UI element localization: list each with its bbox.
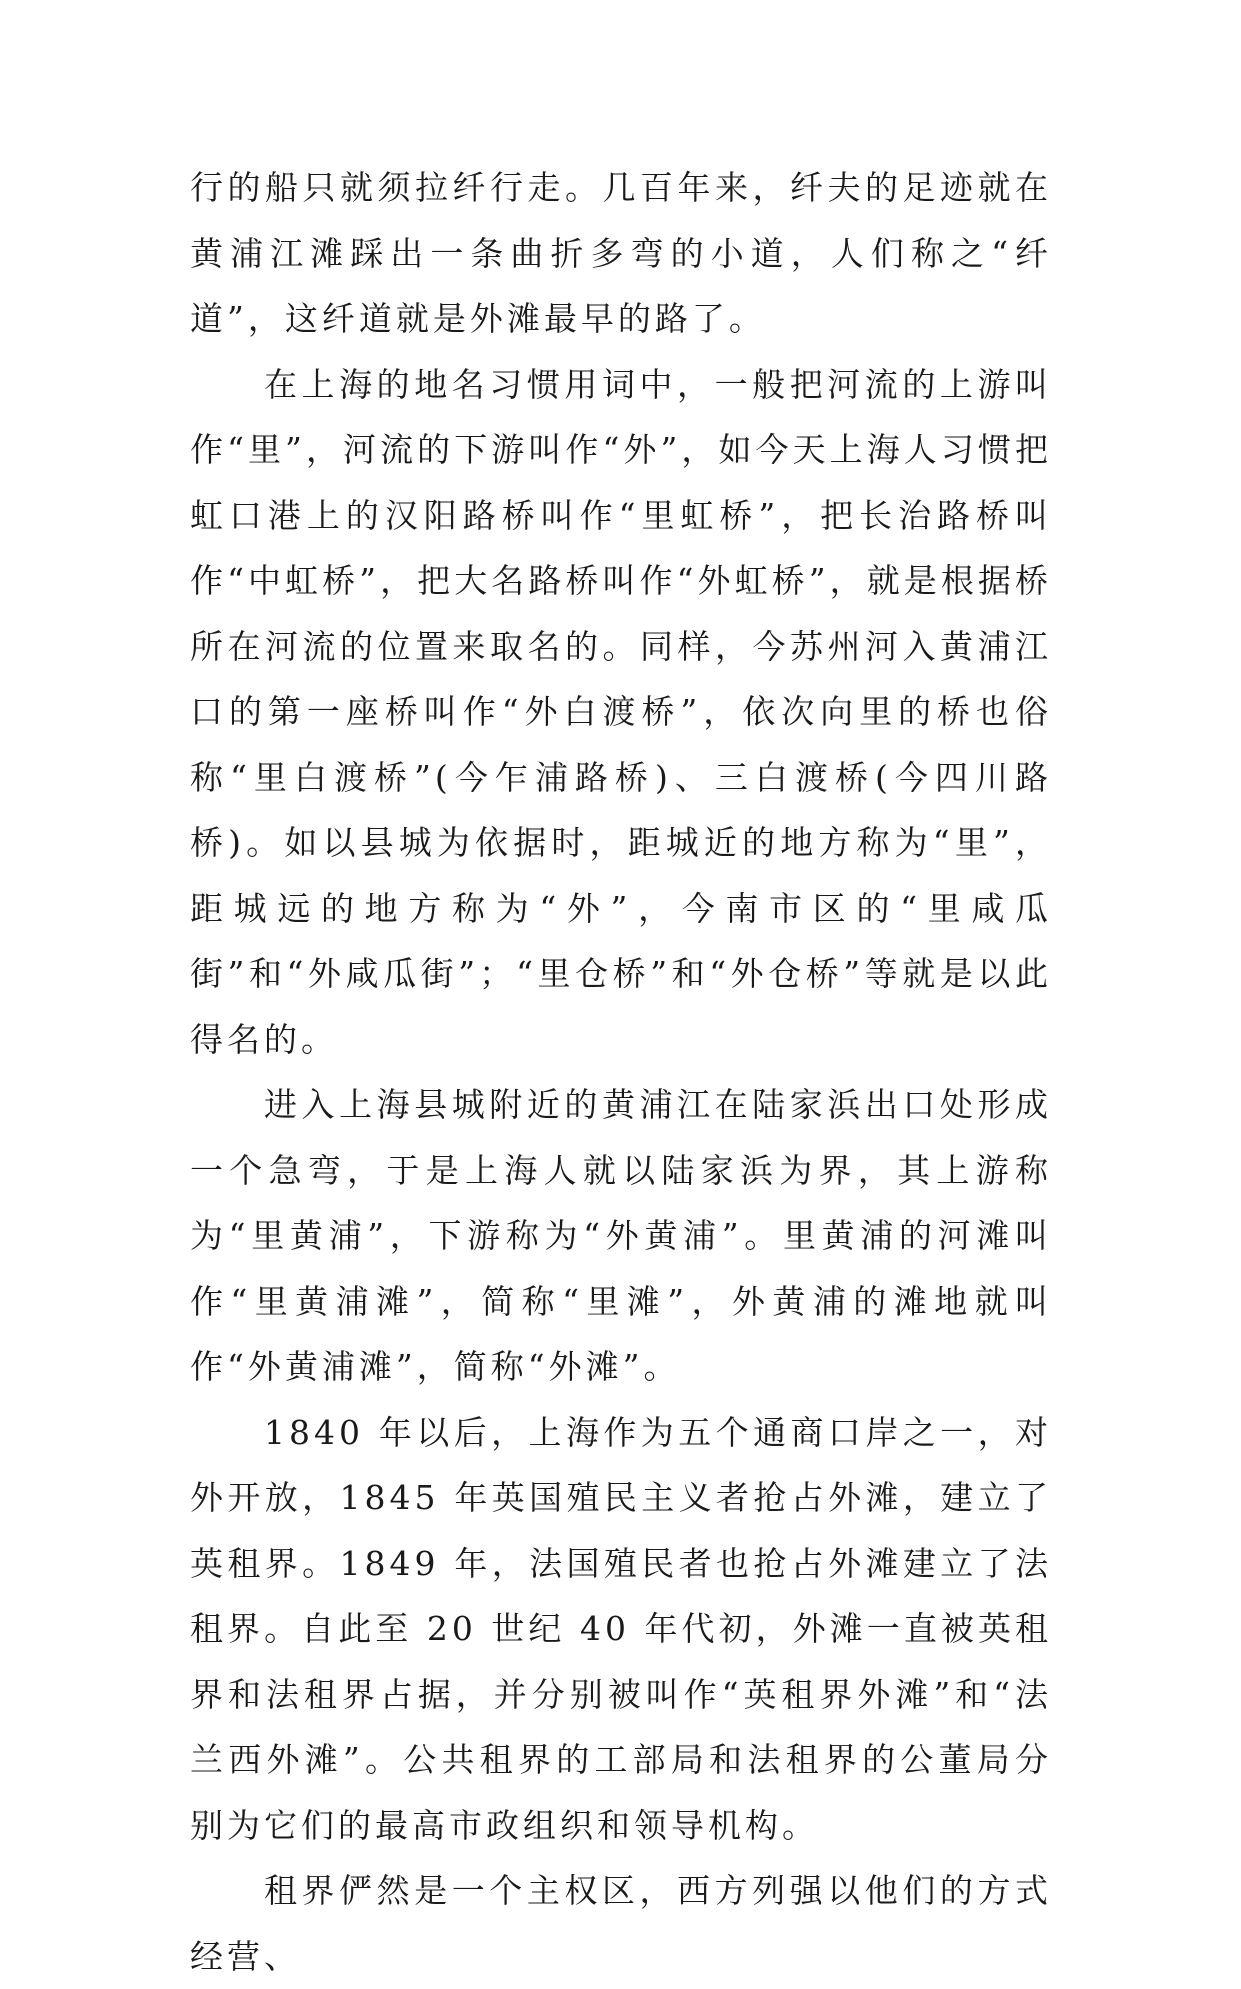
paragraph-place-names: 在上海的地名习惯用词中，一般把河流的上游叫作“里”，河流的下游叫作“外”，如今天上海人习惯把虹口港上的汉阳路桥叫作“里虹桥”，把长治路桥叫作“中虹桥”，把大名路桥叫作“外虹桥”，就是根据桥所在河流的位置来取名的。同样，今苏州河入黄浦江口的第一座桥叫作“外白渡桥”，依次向里的桥也俗称“里白渡桥”(今乍浦路桥)、三白渡桥(今四川路桥)。如以县城为依据时，距城近的地方称为“里”，距城远的地方称为“外”，今南市区的“里咸瓜街”和“外咸瓜街”；“里仓桥”和“外仓桥”等就是以此得名的。 <box>190 364 1052 1059</box>
paragraph-sovereign-zone: 租界俨然是一个主权区，西方列强以他们的方式经营、 <box>190 1871 1052 1976</box>
body-text <box>190 155 1052 1989</box>
paragraph-continuation: 行的船只就须拉纤行走。几百年来，纤夫的足迹就在黄浦江滩踩出一条曲折多弯的小道，人们称之“纤道”，这纤道就是外滩最早的路了。 <box>190 168 1052 338</box>
paragraph-huangpu-bend: 进入上海县城附近的黄浦江在陆家浜出口处形成一个急弯，于是上海人就以陆家浜为界，其上游称为“里黄浦”，下游称为“外黄浦”。里黄浦的河滩叫作“里黄浦滩”，简称“里滩”，外黄浦的滩地就叫作“外黄浦滩”，简称“外滩”。 <box>190 1085 1052 1386</box>
paragraph-concessions: 1840 年以后，上海作为五个通商口岸之一，对外开放，1845 年英国殖民主义者抢占外滩，建立了英租界。1849 年，法国殖民者也抢占外滩建立了法租界。自此至 20 世纪 40 年代初，外滩一直被英租界和法租界占据，并分别被叫作“英租界外滩”和“法兰西外滩”。公共租界的工部局和法租界的公董局分别为它们的最高市政组织和领导机构。 <box>190 1412 1052 1845</box>
